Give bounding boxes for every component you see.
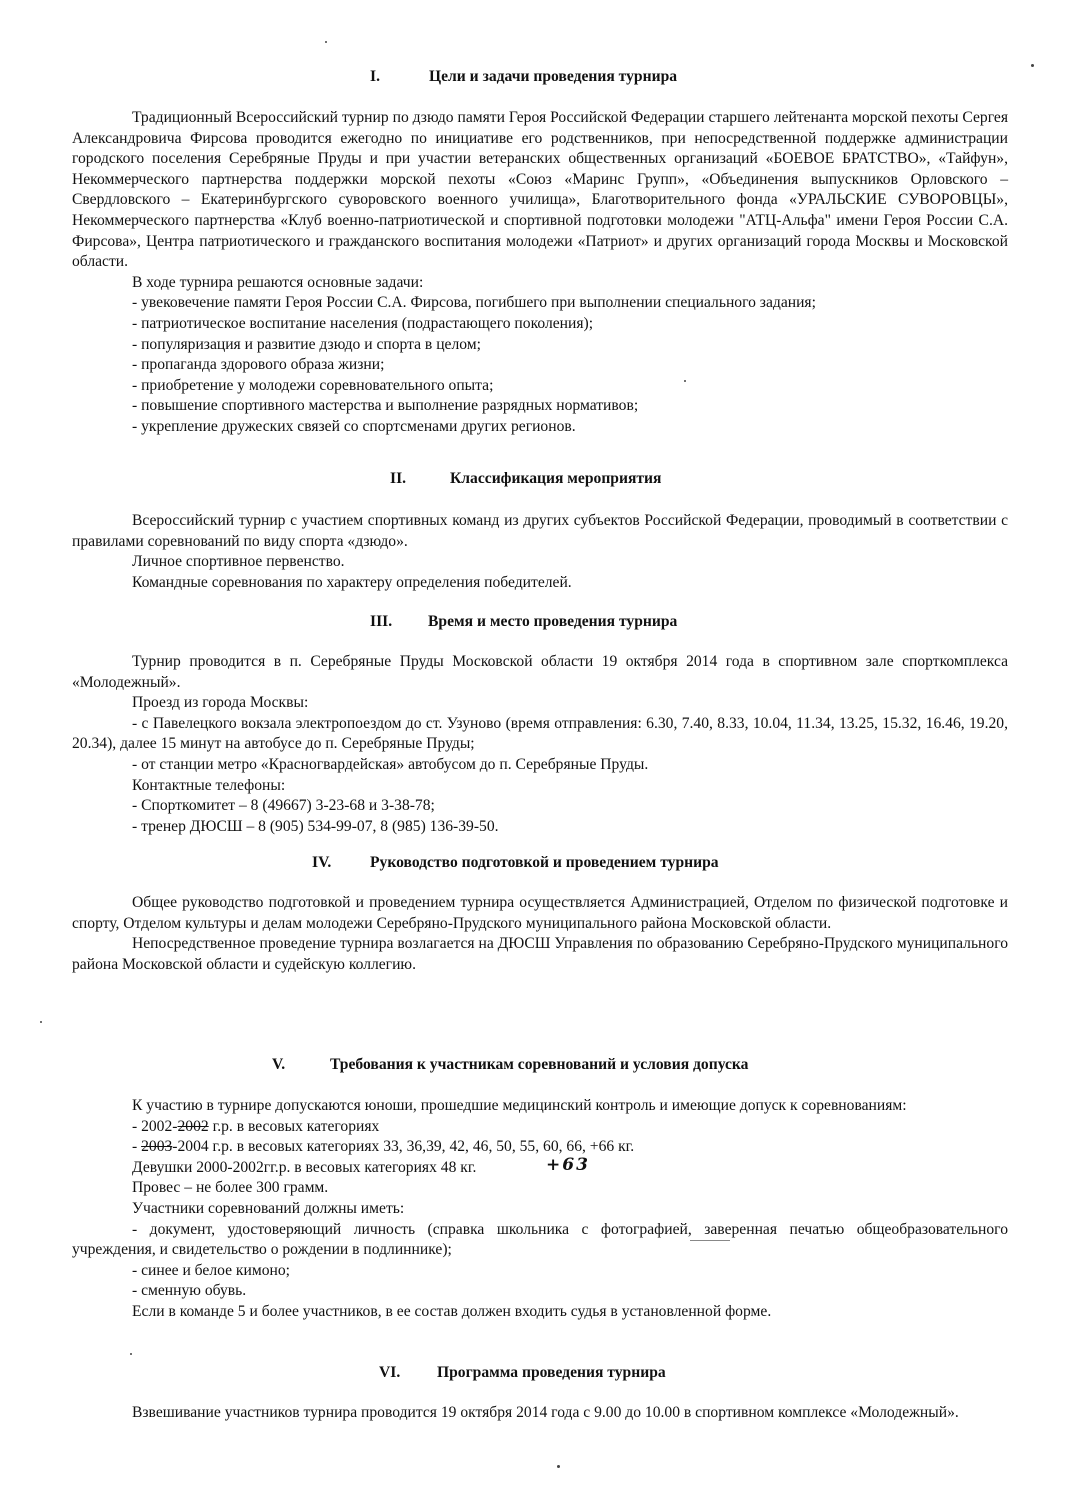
- section-2-body: [72, 511, 1008, 593]
- paragraph: Общее руководство подготовкой и проведением турнира осуществляется Администрацией, Отделом по физической подготовке и спорту, Отделом культуры и делам молодежи Серебряно-Прудского муниципального района Московской области.: [72, 894, 1008, 932]
- text-line: Провес – не более 300 грамм.: [132, 1179, 329, 1197]
- girls-line: Девушки 2000-2002гг.р. в весовых категориях 48 кг. +63: [132, 1154, 590, 1176]
- scan-speck: [684, 380, 686, 382]
- paragraph: Всероссийский турнир с участием спортивных команд из других субъектов Российской Федерации, проводимый в соответствии с правилами соревнований по виду спорта «дзюдо».: [72, 512, 1008, 550]
- tasks-intro: В ходе турнира решаются основные задачи:: [132, 273, 424, 291]
- pen-scribble: [690, 1240, 730, 1241]
- route-line: - от станции метро «Красногвардейская» автобусом до п. Серебряные Пруды.: [132, 755, 649, 773]
- text-line: Проезд из города Москвы:: [132, 694, 309, 712]
- section-title: Программа проведения турнира: [437, 1364, 666, 1381]
- list-item: - повышение спортивного мастерства и выполнение разрядных нормативов;: [132, 397, 639, 415]
- age-group-line: - 2003-2004 г.р. в весовых категориях 33, 36,39, 42, 46, 50, 55, 60, 66, +66 кг.: [132, 1138, 635, 1156]
- list-item: - патриотическое воспитание населения (подрастающего поколения);: [132, 314, 594, 332]
- text-line: Контактные телефоны:: [132, 776, 286, 794]
- paragraph: Турнир проводится в п. Серебряные Пруды Московской области 19 октября 2014 года в спортивном зале спорткомплекса «Молодежный».: [72, 653, 1008, 691]
- section-number: III.: [370, 613, 393, 630]
- section-4-body: [72, 893, 1008, 975]
- scan-speck: [325, 41, 327, 43]
- section-number: IV.: [312, 854, 332, 871]
- struck-year: 2002: [177, 1117, 209, 1135]
- phone-line: - тренер ДЮСШ – 8 (905) 534-99-07, 8 (985) 136-39-50.: [132, 817, 499, 835]
- section-title: Цели и задачи проведения турнира: [429, 68, 678, 85]
- requirement-line: - синее и белое кимоно;: [132, 1261, 290, 1279]
- section-number: I.: [370, 68, 380, 85]
- list-item: - увековечение памяти Героя России С.А. Фирсова, погибшего при выполнении специального задания;: [132, 294, 816, 312]
- section-3-body: [72, 652, 1008, 837]
- list-item: - укрепление дружеских связей со спортсменами других регионов.: [132, 417, 576, 435]
- age-group-line: - 2002-2002 г.р. в весовых категориях: [132, 1117, 380, 1135]
- paragraph: Взвешивание участников турнира проводится 19 октября 2014 года с 9.00 до 10.00 в спортивном комплексе «Молодежный».: [132, 1404, 959, 1421]
- paragraph: Непосредственное проведение турнира возлагается на ДЮСШ Управления по образованию Серебряно-Прудского муниципального района Московской области и судейскую коллегию.: [72, 935, 1008, 973]
- section-number: II.: [390, 470, 407, 487]
- text-line: Личное спортивное первенство.: [132, 553, 345, 571]
- route-line: - с Павелецкого вокзала электропоездом до ст. Узуново (время отправления: 6.30, 7.40, 8.33, 10.04, 11.34, 13.25, 15.32, 16.46, 19.20, 20.34), далее 15 минут на автобусе до п. Серебряные Пруды;: [72, 714, 1008, 753]
- list-item: - пропаганда здорового образа жизни;: [132, 356, 385, 374]
- section-title: Требования к участникам соревнований и условия допуска: [330, 1056, 749, 1073]
- scan-speck: [557, 1465, 560, 1468]
- section-title: Классификация мероприятия: [450, 470, 662, 487]
- list-item: - приобретение у молодежи соревновательного опыта;: [132, 376, 494, 394]
- text-line: Участники соревнований должны иметь:: [132, 1199, 405, 1217]
- scan-speck: [1031, 64, 1034, 67]
- struck-year: 2003: [141, 1138, 173, 1156]
- phone-line: - Спорткомитет – 8 (49667) 3-23-68 и 3-38-78;: [132, 797, 435, 815]
- text-line: Командные соревнования по характеру определения победителей.: [132, 573, 572, 591]
- requirement-line: - документ, удостоверяющий личность (справка школьника с фотографией, заверенная печатью общеобразовательного учреждения, и свидетельство о рождении в подлиннике);: [72, 1220, 1008, 1259]
- paragraph: Традиционный Всероссийский турнир по дзюдо памяти Героя Российской Федерации старшего лейтенанта морской пехоты Сергея Александровича Фирсова проводится ежегодно по инициативе его родственников, при непосредственной поддержке администрации городского поселения Серебряные Пруды и при участии ветеранских общественных организаций «БОЕВОЕ БРАТСТВО», «Тайфун», Некоммерческого партнерства поддержки морской пехоты «Союз «Маринс Групп», «Объединения выпускников Орловского – Свердловского – Екатеринбургского суворовского военного училища», Благотворительного фонда «УРАЛЬСКИЕ СУВОРОВЦЫ», Некоммерческого партнерства «Клуб военно-патриотической и спортивной подготовки молодежи "АТЦ-Альфа" имени Героя России С.А. Фирсова», Центра патриотического и гражданского воспитания молодежи «Патриот» и других организаций города Москвы и Московской области.: [72, 109, 1008, 271]
- scan-speck: [40, 1021, 42, 1023]
- paragraph: К участию в турнире допускаются юноши, прошедшие медицинский контроль и имеющие допуск к соревнованиям:: [132, 1097, 907, 1114]
- list-item: - популяризация и развитие дзюдо и спорта в целом;: [132, 335, 481, 353]
- handwritten-note: +63: [546, 1154, 590, 1175]
- requirement-line: - сменную обувь.: [132, 1282, 247, 1300]
- section-title: Руководство подготовкой и проведением турнира: [370, 854, 719, 871]
- section-number: V.: [272, 1056, 286, 1073]
- scan-speck: [130, 1353, 132, 1355]
- section-title: Время и место проведения турнира: [428, 613, 678, 630]
- section-number: VI.: [379, 1364, 401, 1381]
- text-line: Если в команде 5 и более участников, в ее состав должен входить судья в установленной форме.: [132, 1302, 772, 1320]
- section-1-body: [72, 108, 1008, 438]
- section-6-body: [72, 1403, 1008, 1424]
- section-5-body: [72, 1096, 1008, 1323]
